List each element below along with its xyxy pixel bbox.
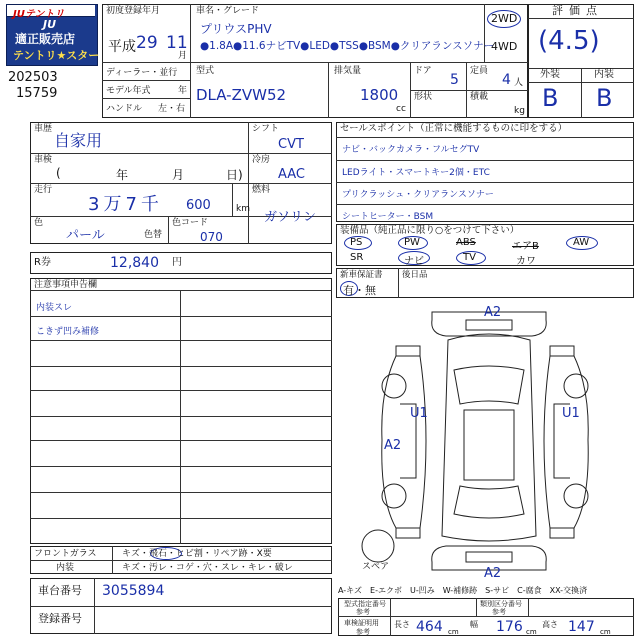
fuel-value: ガソリン	[264, 210, 317, 225]
interior-row-label: 内装	[56, 563, 75, 573]
mileage-label: 走行	[34, 185, 53, 195]
logo-top-text: JUテントリ	[13, 9, 65, 20]
damage-mark-left: U1	[410, 406, 428, 421]
car-name: プリウスPHV	[200, 22, 272, 36]
cert-sub: 参考	[356, 628, 370, 636]
capacity-unit: 人	[514, 78, 524, 88]
logo-star-text: テントリ★スター	[13, 49, 100, 62]
class-ref-label: 類別区分番号	[480, 600, 522, 608]
score-label: 評価点	[552, 4, 603, 17]
capacity-value: 4	[502, 72, 511, 88]
dealer-logo	[6, 4, 98, 66]
color-code-label: 色コード	[172, 218, 209, 228]
capacity-label: 定員	[470, 66, 489, 76]
damage-mark-right: U1	[562, 406, 580, 421]
selling-points-title: セールスポイント（正常に機能するものに印をする）	[340, 123, 568, 134]
displacement-value: 1800	[360, 86, 399, 104]
class-ref-sub: 参考	[492, 608, 506, 616]
mileage-rest: 600	[186, 198, 211, 213]
type-ref-sub: 参考	[356, 608, 370, 616]
ac-label: 冷房	[252, 155, 271, 165]
note-line-2: こきず凹み補修	[36, 327, 100, 337]
model-year-unit: 年	[178, 86, 188, 96]
inspection-month: 月	[172, 168, 185, 182]
chassis-label: 車台番号	[38, 584, 82, 597]
width-label: 幅	[470, 620, 478, 629]
load-unit: kg	[514, 106, 525, 116]
first-reg-month-unit: 月	[178, 51, 188, 61]
damage-mark-rear: A2	[484, 566, 502, 581]
inspection-day: 日)	[226, 168, 243, 182]
lot-number-1: 202503	[8, 70, 58, 85]
equip-abs: ABS	[456, 237, 476, 248]
damage-mark-front: A2	[484, 305, 502, 320]
registration-label: 登録番号	[38, 612, 82, 625]
equip-pw: PW	[404, 237, 420, 248]
equip-sr: SR	[350, 252, 364, 263]
car-damage-diagram	[336, 300, 634, 582]
damage-legend: A-キズ E-エクボ U-凹み W-補修跡 S-サビ C-腐食 XX-交換済	[338, 586, 588, 595]
equipment-title: 装備品（純正品に限り○をつけて下さい）	[340, 225, 520, 236]
equip-tv: TV	[463, 252, 476, 263]
later-items-label: 後日品	[402, 270, 428, 280]
drive-4wd: 4WD	[491, 40, 518, 53]
displacement-unit: cc	[396, 104, 406, 114]
recycle-label: R券	[34, 257, 51, 268]
dealer-label: ディーラー・並行	[106, 68, 178, 78]
drive-2wd: 2WD	[491, 12, 518, 25]
handle-value: 左・右	[158, 104, 186, 114]
equip-aw: AW	[573, 237, 590, 248]
lot-number-2: 15759	[16, 86, 58, 101]
length-unit: cm	[448, 628, 459, 636]
recycle-value: 12,840	[110, 255, 159, 271]
color-value: パール	[66, 228, 105, 243]
length-label: 長さ	[394, 620, 410, 629]
height-value: 147	[568, 619, 595, 635]
length-value: 464	[416, 619, 443, 635]
exterior-label: 外装	[540, 69, 560, 80]
notes-title: 注意事項申告欄	[34, 280, 98, 290]
logo-store-text: 適正販売店	[15, 32, 76, 46]
ac-value: AAC	[278, 167, 305, 182]
color-code-value: 070	[200, 230, 223, 244]
first-reg-era: 平成	[108, 39, 136, 55]
first-reg-label: 初度登録年月	[106, 6, 161, 16]
cert-label: 車検証明用	[344, 619, 379, 627]
color-change-label: 色替	[144, 230, 163, 240]
door-label: ドア	[414, 66, 432, 76]
type-ref-label: 型式指定番号	[344, 600, 386, 608]
shape-label: 形状	[414, 92, 433, 102]
selling-point-1: ナビ・バックカメラ・フルセグTV	[342, 145, 480, 155]
width-unit: cm	[526, 628, 537, 636]
inspection-paren: (	[56, 166, 61, 180]
chassis-value: 3055894	[102, 583, 165, 599]
selling-point-3: プリクラッシュ・クリアランスソナー	[342, 190, 494, 200]
mileage-value: 3万7千	[88, 194, 163, 215]
shift-value: CVT	[278, 137, 304, 152]
fuel-label: 燃料	[252, 185, 271, 195]
height-label: 高さ	[542, 620, 558, 629]
interior-label: 内装	[594, 69, 614, 80]
spare-label: スペア	[362, 562, 390, 572]
width-value: 176	[496, 619, 523, 635]
new-car-warranty-label: 新車保証書	[340, 270, 383, 280]
interior-row-value: キズ・汚レ・コゲ・穴・スレ・キレ・破レ	[122, 563, 293, 573]
car-name-label: 車名・グレード	[196, 6, 260, 16]
equip-airbag: エアB	[512, 241, 539, 252]
car-grade: ●1.8A●11.6ナビTV●LED●TSS●BSM●クリアランスソナー	[200, 40, 495, 52]
front-glass-value: キズ・飛石・ヒビ割・リペア跡・X要	[122, 549, 272, 559]
color-label: 色	[34, 218, 44, 228]
load-label: 積載	[470, 92, 489, 102]
height-unit: cm	[600, 628, 611, 636]
first-reg-year: 29	[136, 33, 158, 53]
first-reg-month: 11	[166, 33, 188, 53]
mileage-unit: km	[236, 204, 250, 214]
selling-point-2: LEDライト・スマートキー2個・ETC	[342, 168, 490, 178]
exterior-grade: B	[542, 84, 559, 112]
note-line-1: 内装スレ	[36, 303, 73, 313]
interior-grade: B	[596, 84, 613, 112]
equip-leather: カワ	[516, 256, 536, 267]
displacement-label: 排気量	[334, 66, 362, 76]
selling-point-4: シートヒーター・BSM	[342, 212, 434, 222]
recycle-unit: 円	[172, 257, 182, 268]
logo-ju-text: JU	[43, 18, 57, 31]
type-label: 型式	[196, 66, 215, 76]
inspection-label: 車検	[34, 155, 53, 165]
use-label: 車歴	[34, 124, 53, 134]
score-value: (4.5)	[538, 26, 600, 56]
type-value: DLA-ZVW52	[196, 86, 287, 104]
front-glass-label: フロントガラス	[34, 549, 97, 559]
equip-ps: PS	[350, 237, 363, 248]
inspection-year: 年	[116, 168, 129, 182]
damage-mark-left-rear: A2	[384, 438, 402, 453]
door-value: 5	[450, 72, 459, 88]
header-table	[102, 4, 528, 118]
handle-label: ハンドル	[106, 104, 143, 114]
new-car-warranty-value: 有・無	[343, 284, 376, 297]
notes-box	[30, 278, 332, 544]
shift-label: シフト	[252, 124, 280, 134]
model-year-label: モデル年式	[106, 86, 151, 96]
equip-navi: ナビ	[404, 256, 424, 267]
use-value: 自家用	[54, 131, 103, 150]
